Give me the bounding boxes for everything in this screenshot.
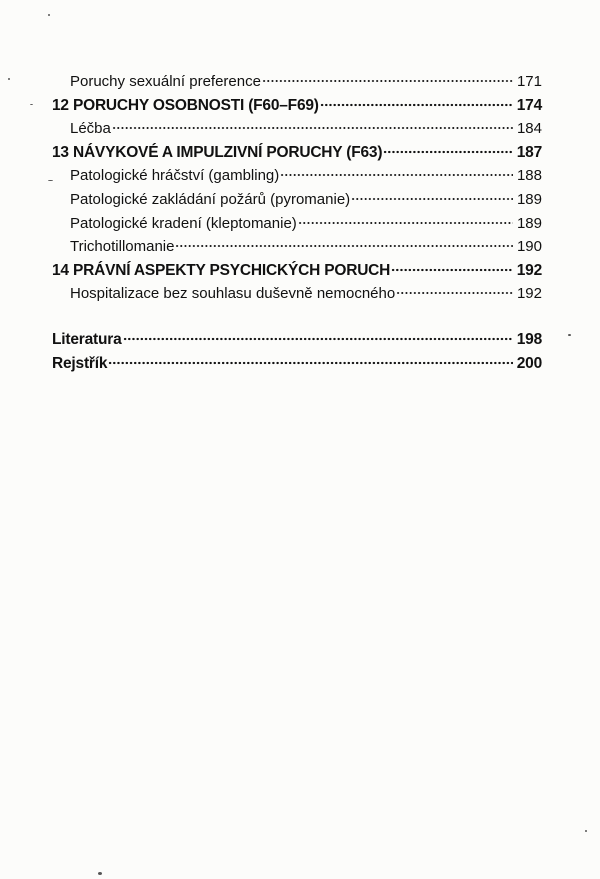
dot-leader (396, 291, 513, 295)
toc-entry-title: Poruchy sexuální preference (70, 73, 261, 90)
dot-leader (351, 197, 513, 201)
scan-speck (568, 334, 571, 336)
dot-leader (108, 361, 513, 365)
dot-leader (391, 268, 513, 272)
dot-leader (298, 221, 513, 225)
section-gap (52, 306, 542, 328)
toc-entry-title: Léčba (70, 120, 111, 138)
scan-speck (48, 14, 50, 16)
toc-chapter[interactable] (52, 141, 542, 165)
dot-leader (112, 126, 513, 130)
toc-entry-page: 189 (516, 214, 542, 232)
dot-leader (280, 173, 513, 177)
toc-chapter[interactable] (52, 259, 542, 283)
dot-leader (262, 79, 513, 83)
toc-entry-title: Patologické kradení (kleptomanie) (70, 214, 297, 232)
toc-entry-title: Patologické hráčství (gambling) (70, 167, 280, 185)
scan-speck (48, 180, 53, 181)
toc-entry[interactable] (52, 212, 542, 236)
dot-leader (383, 150, 513, 154)
dot-leader (320, 103, 513, 107)
toc-chapter-title: 12 PORUCHY OSOBNOSTI (F60–F69) (52, 96, 319, 114)
toc-entry[interactable] (52, 188, 542, 212)
toc-chapter-title: 13 NÁVYKOVÉ A IMPULZIVNÍ PORUCHY (F63) (52, 143, 383, 161)
toc-chapter-title: Literatura (52, 330, 122, 348)
toc-entry-title: Trichotillomanie (70, 238, 175, 256)
toc-chapter-page: 198 (516, 330, 542, 348)
toc-chapter-title: Rejstřík (52, 354, 108, 372)
toc-entry-page: 184 (516, 120, 542, 138)
scan-speck (8, 78, 10, 80)
toc-entry[interactable] (52, 282, 542, 306)
toc-chapter-title: 14 PRÁVNÍ ASPEKTY PSYCHICKÝCH PORUCH (52, 261, 391, 279)
toc-chapter-page: 187 (516, 143, 542, 161)
toc-entry-title: Patologické zakládání požárů (pyromanie) (70, 190, 351, 208)
toc-entry-page: 190 (516, 238, 542, 256)
toc-entry-page: 188 (516, 167, 542, 185)
scan-speck (585, 830, 587, 832)
toc-chapter-page: 174 (516, 96, 542, 114)
toc-entry-title: Hospitalizace bez souhlasu duševně nemocného (70, 285, 396, 303)
toc-entry[interactable] (52, 117, 542, 141)
toc-index[interactable] (52, 352, 542, 376)
toc-chapter[interactable] (52, 94, 542, 118)
dot-leader (175, 244, 513, 248)
scan-speck (30, 104, 33, 105)
toc-entry-page: 171 (516, 73, 542, 90)
toc-chapter-page: 192 (516, 261, 542, 279)
toc-entry[interactable] (52, 164, 542, 188)
toc-chapter-page: 200 (516, 354, 542, 372)
toc-entry[interactable] (52, 235, 542, 259)
dot-leader (123, 337, 514, 341)
toc-entry-page: 189 (516, 190, 542, 208)
toc-entry-page: 192 (516, 285, 542, 303)
toc-literature[interactable] (52, 328, 542, 352)
scan-speck (98, 872, 102, 875)
toc-entry[interactable] (52, 70, 542, 94)
table-of-contents (52, 70, 542, 375)
